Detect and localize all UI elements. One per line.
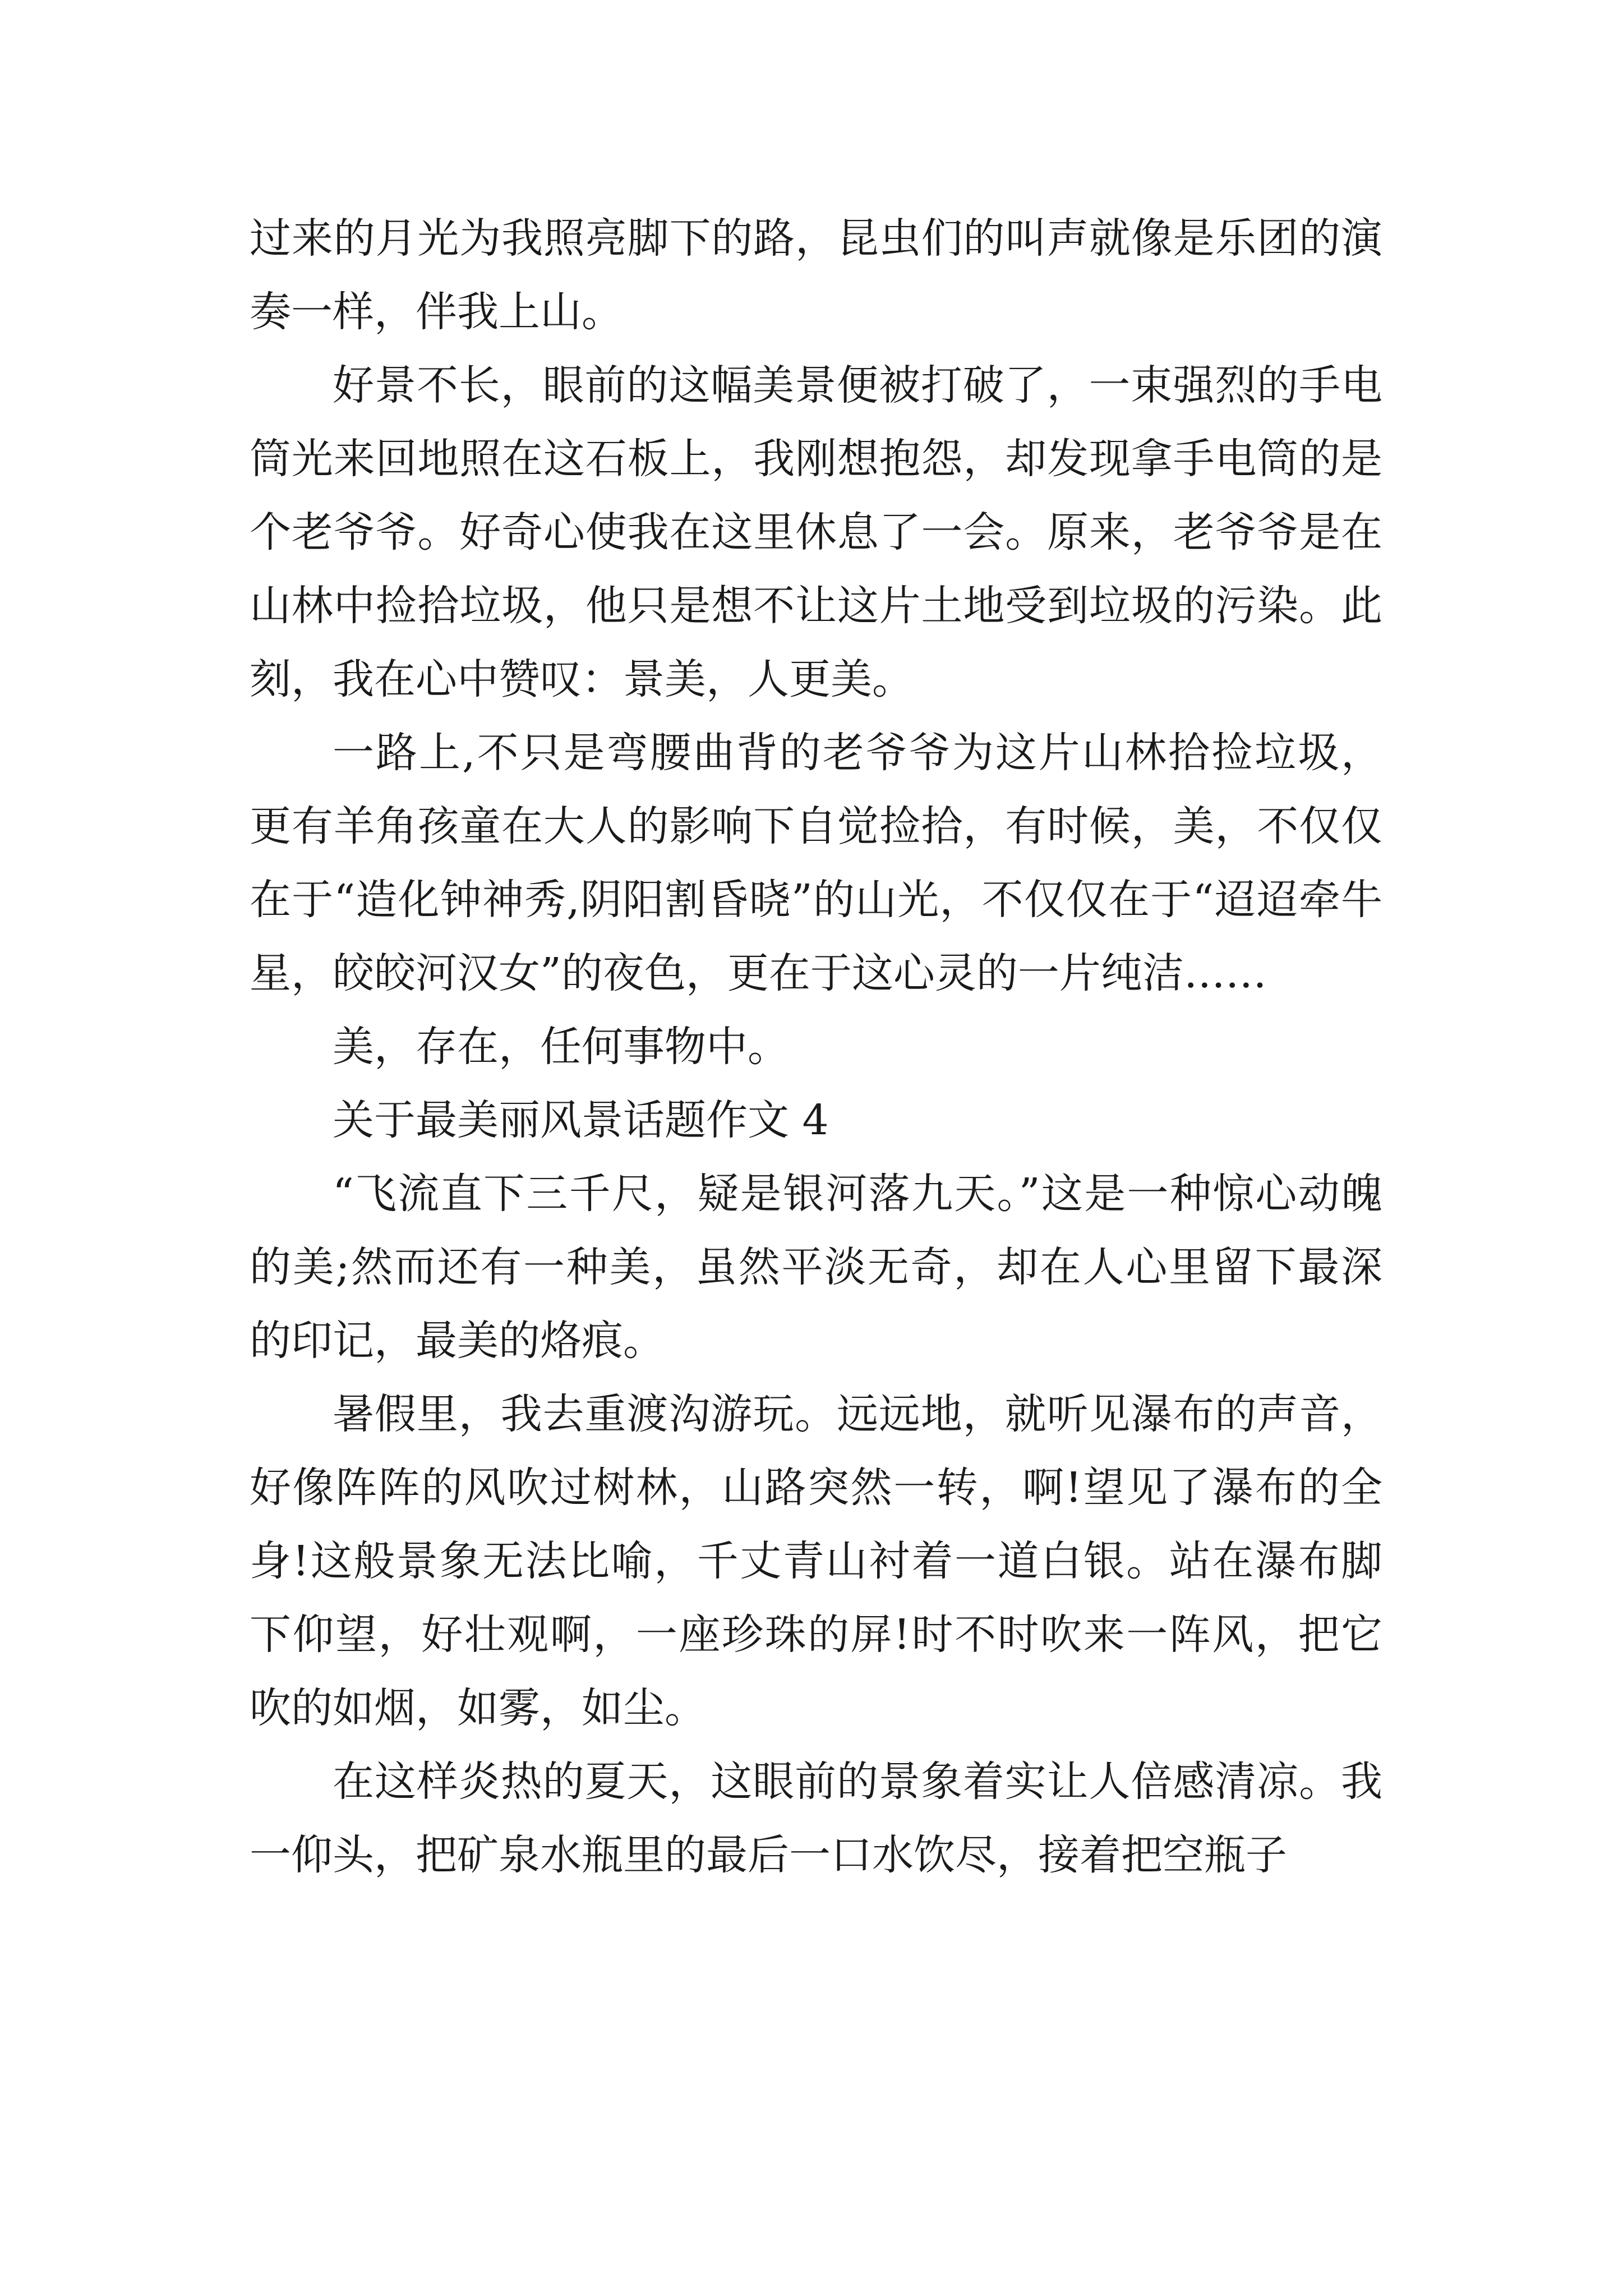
paragraph: 好景不长，眼前的这幅美景便被打破了，一束强烈的手电筒光来回地照在这石板上，我刚想抱怨，却发现拿手电筒的是个老爷爷。好奇心使我在这里休息了一会。原来，老爷爷是在山林中捡拾垃圾，他只是想不让这片土地受到垃圾的污染。此刻，我在心中赞叹：景美，人更美。 bbox=[250, 361, 1382, 703]
paragraph: 美，存在，任何事物中。 bbox=[333, 1023, 789, 1071]
paragraph: 在这样炎热的夏天，这眼前的景象着实让人倍感清凉。我一仰头，把矿泉水瓶里的最后一口水饮尽，接着把空瓶子 bbox=[250, 1757, 1382, 1879]
document-body bbox=[250, 202, 1382, 1892]
paragraph: 暑假里，我去重渡沟游玩。远远地，就听见瀑布的声音，好像阵阵的风吹过树林，山路突然一转，啊!望见了瀑布的全身!这般景象无法比喻，千丈青山衬着一道白银。站在瀑布脚下仰望，好壮观啊，一座珍珠的屏!时不时吹来一阵风，把它吹的如烟，如雾，如尘。 bbox=[250, 1390, 1382, 1732]
section-heading: 关于最美丽风景话题作文 4 bbox=[333, 1096, 829, 1144]
paragraph: “飞流直下三千尺，疑是银河落九天。”这是一种惊心动魄的美;然而还有一种美，虽然平淡无奇，却在人心里留下最深的印记，最美的烙痕。 bbox=[250, 1170, 1382, 1365]
paragraph: 一路上,不只是弯腰曲背的老爷爷为这片山林拾捡垃圾，更有羊角孩童在大人的影响下自觉捡拾，有时候，美，不仅仅在于“造化钟神秀,阴阳割昏晓”的山光，不仅仅在于“迢迢牵牛星，皎皎河汉女”的夜色，更在于这心灵的一片纯洁…… bbox=[250, 729, 1382, 997]
paragraph-continuation: 过来的月光为我照亮脚下的路，昆虫们的叫声就像是乐团的演奏一样，伴我上山。 bbox=[250, 214, 1382, 336]
